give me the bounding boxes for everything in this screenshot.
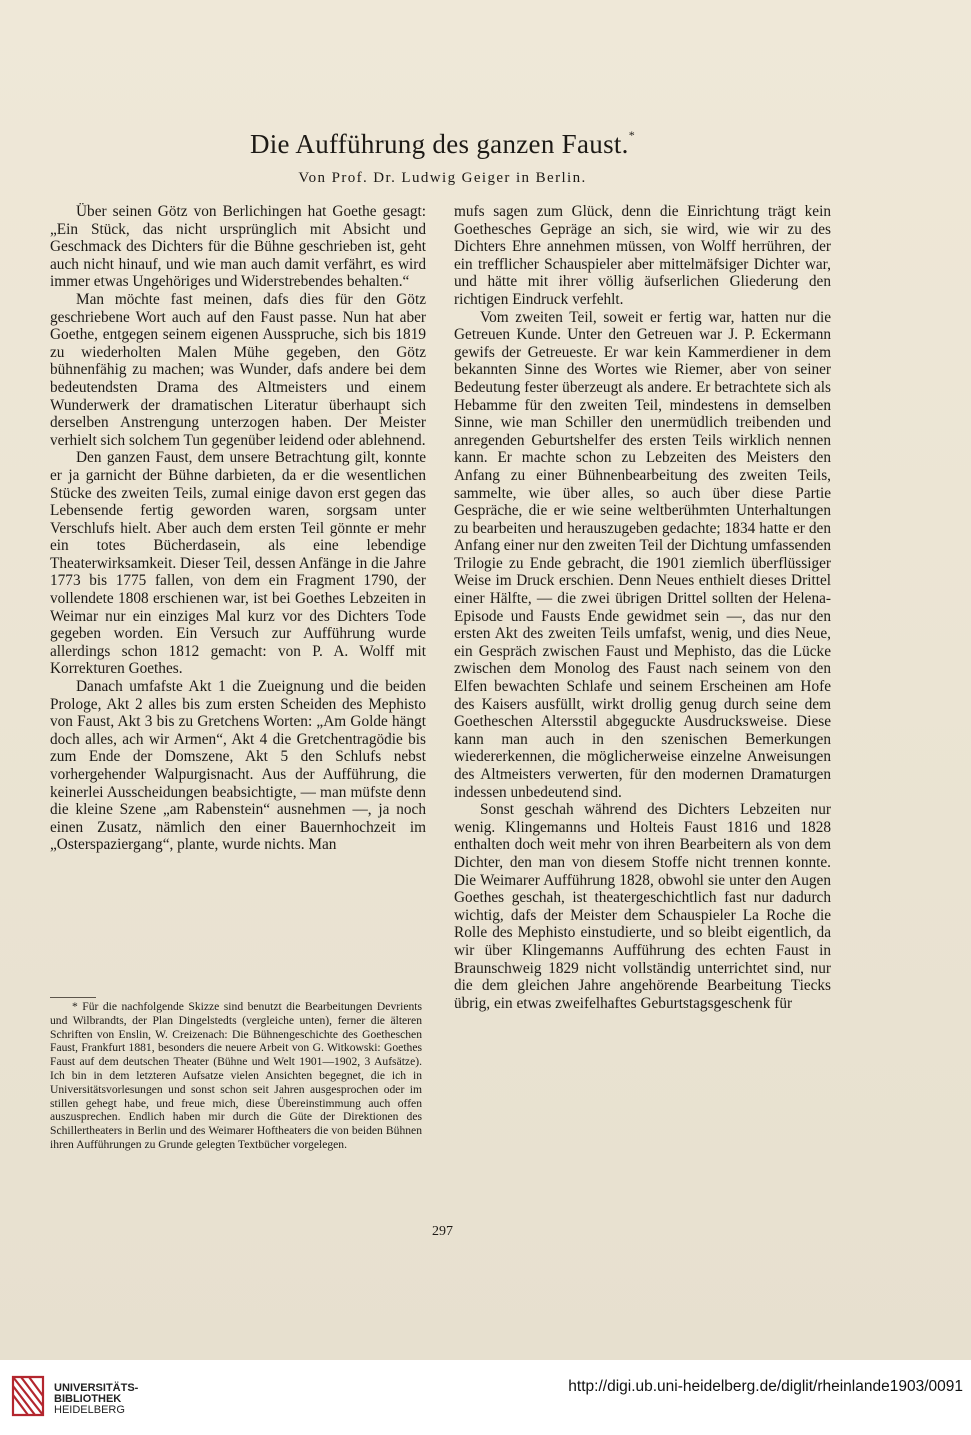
paragraph: Man möchte fast meinen, dafs dies für den Götz geschriebene Wort auch auf den Faust passe. Nun hat aber Goethe, entgegen seinem eigenen Ausspruche, sich bis 1819 zu wiederholten Malen Mühe gegeben, den Götz bühnenfähig zu machen; was Wunder, dafs andere bei dem bedeutendsten Drama des Altmeisters und einem Wunderwerk der dramatischen Literatur überhaupt sich derselben Anstrengung unterzogen haben. Der Meister verhielt sich solchem Tun gegenüber leidend oder ablehnend. <box>50 290 426 449</box>
viewer-footer <box>0 1360 971 1435</box>
article-title <box>0 128 885 160</box>
footnote-text: * Für die nachfolgende Skizze sind benutzt die Bearbeitungen Devrients und Wilbrandts, der Plan Dingelstedts (vergleiche unten), ferner die älteren Schriften von Enslin, W. Creizenach: Die Bühnengeschichte des Goetheschen Faust, Frankfurt 1881, besonders die neuere Arbeit von G. Witkowski: Goethes Faust auf dem deutschen Theater (Bühne und Welt 1901—1902, 3 Aufsätze). Ich bin in dem letzteren Aufsatze vielen Ansichten begegnet, die ich in Universitätsvorlesungen und sonst schon seit Jahren ausgesprochen oder im stillen gehegt habe, und freue mich, diese Übereinstimmung auch offen auszusprechen. Endlich haben mir durch die Güte der Direktionen des Schillertheaters in Berlin und des Weimarer Hoftheaters die von beiden Bühnen ihren Aufführungen zu Grunde gelegten Textbücher vorgelegen. <box>50 1000 422 1151</box>
footnote-marker: * <box>628 128 636 142</box>
article-title-text: Die Aufführung des ganzen Faust. <box>249 129 629 159</box>
paragraph: Über seinen Götz von Berlichingen hat Goethe gesagt: „Ein Stück, das nicht ursprünglich mit Absicht und Geschmack des Dichters für die Bühne geschrieben ist, geht auch nicht hinauf, und wie man auch damit verfährt, es wird immer etwas Ungehöriges und Widerstrebendes behalten.“ <box>50 203 426 291</box>
paragraph: Den ganzen Faust, dem unsere Betrachtung gilt, konnte er ja garnicht der Bühne darbieten, da er die wesentlichen Stücke des zweiten Teils, zumal einige davon erst gegen das Lebensende fertig geworden waren, sorgsam unter Verschlufs hielt. Aber auch dem ersten Teil gönnte er mehr ein totes Bücherdasein, als eine lebendige Theaterwirksamkeit. Dieser Teil, dessen Anfänge in die Jahre 1773 bis 1775 fallen, von dem ein Fragment 1790, der vollendete 1808 erschienen war, ist bei Goethes Lebzeiten in Weimar nur ein einziges Mal kurz vor des Dichters Tode gegeben worden. Ein Versuch zur Aufführung wurde allerdings schon 1812 gemacht: von P. A. Wolff mit Korrekturen Goethes. <box>50 449 426 678</box>
article-byline: Von Prof. Dr. Ludwig Geiger in Berlin. <box>298 170 587 186</box>
page-number: 297 <box>432 1224 453 1239</box>
left-column <box>50 203 426 854</box>
library-logo-icon[interactable] <box>10 1373 46 1419</box>
paragraph: Vom zweiten Teil, soweit er fertig war, hatten nur die Getreuen Kunde. Unter den Getreuen war J. P. Eckermann gewifs der Getreueste. Er war kein Kammerdiener in dem bekannten Sinne des Wortes wie Riemer, aber von seiner Bedeutung fester überzeugt als andere. Er betrachtete sich als Hebamme für den zweiten Teil, mindestens in demselben Sinne, wie man Schiller den unermüdlich treibenden und anregenden Geburtshelfer des ersten Teils wirklich nennen kann. Er machte schon zu Lebzeiten des Meisters den Anfang zu einer Bühnenbearbeitung des zweiten Teils, sammelte, wie über alles, so auch über diese Partie Gespräche, die er wie seine weltberühmten Unterhaltungen zu bearbeiten und herauszugeben gedachte; 1834 hatte er den Anfang einer nur den zweiten Teil der Dichtung umfassenden Trilogie zu Ende gebracht, die 1901 ziemlich überflüssiger Weise im Druck erschien. Denn Neues enthielt dieses Drittel einer Hälfte, — die zwei übrigen Drittel sollten der Helena-Episode und Fausts Ende gewidmet sein —, das nur den ersten Akt des zweiten Teils umfafst, wenig, und dies Neue, ein Gespräch zwischen Faust und Mephisto, das die Lücke zwischen dem Monolog des Faust nach seinem von den Elfen bewachten Schlafe und seinem Erscheinen am Hofe des Kaisers ausfüllt, wirkt drollig genug durch seine dem Goetheschen Altersstil abgeguckte Ausdrucksweise. Diese kann man auch in den szenischen Bemerkungen wiedererkennen, die möglicherweise einzelne Anweisungen des Altmeisters verwerten, für den modernen Dramaturgen indessen unbedeutend sind. <box>454 308 831 801</box>
paragraph: mufs sagen zum Glück, denn die Einrichtung trägt kein Goethesches Gepräge an sich, sie wird, wie wir zu des Dichters Ehre annehmen müssen, von Wolff herrühren, der ein trefflicher Schauspieler aber mittelmäfsiger Dichter war, und hätte mit ihrer völlig äufserlichen Gliederung den richtigen Eindruck verfehlt. <box>454 203 831 308</box>
library-name[interactable] <box>54 1383 138 1416</box>
library-name-line: BIBLIOTHEK <box>54 1393 122 1405</box>
library-name-line: HEIDELBERG <box>54 1404 125 1416</box>
footnote <box>50 1000 422 1152</box>
library-name-line: UNIVERSITÄTS- <box>54 1382 139 1394</box>
footnote-divider <box>50 997 96 998</box>
paragraph: Sonst geschah während des Dichters Lebzeiten nur wenig. Klingemanns und Holteis Faust 1816 und 1828 enthalten doch weit mehr von ihren Bearbeitern als von dem Dichter, den man von diesem Stoffe nicht trennen konnte. Die Weimarer Aufführung 1828, obwohl sie unter den Augen Goethes geschah, ist theatergeschichtlich fast nur dadurch wichtig, dafs der Meister dem Schauspieler La Roche die Rolle des Mephisto einstudierte, und so bleibt eigentlich, da wir über Klingemanns Aufführung des echten Faust in Braunschweig 1829 nicht vollständig unterrichtet sind, nur die dem gleichen Jahre angehörende Bearbeitung Tiecks übrig, ein etwas zweifelhaftes Geburtstagsgeschenk für <box>454 801 831 1012</box>
right-column <box>454 203 831 1012</box>
paragraph: Danach umfafste Akt 1 die Zueignung und die beiden Prologe, Akt 2 alles bis zum ersten Scheiden des Mephisto von Faust, Akt 3 bis zu Gretchens Worten: „Am Golde hängt doch alles, ach wir Armen“, Akt 4 die Gretchentragödie bis zum Ende der Domszene, Akt 5 den Schlufs nebst vorhergehender Walpurgisnacht. Aus der Aufführung, die keinerlei Ausscheidungen beabsichtigte, — man müfste denn die kleine Szene „am Rabenstein“ ausnehmen —, ja noch einen Zusatz, nämlich den einer Bauernhochzeit im „Osterspaziergang“, plante, wurde nichts. Man <box>50 678 426 854</box>
permalink-url[interactable]: http://digi.ub.uni-heidelberg.de/diglit/rheinlande1903/0091 <box>568 1378 963 1395</box>
